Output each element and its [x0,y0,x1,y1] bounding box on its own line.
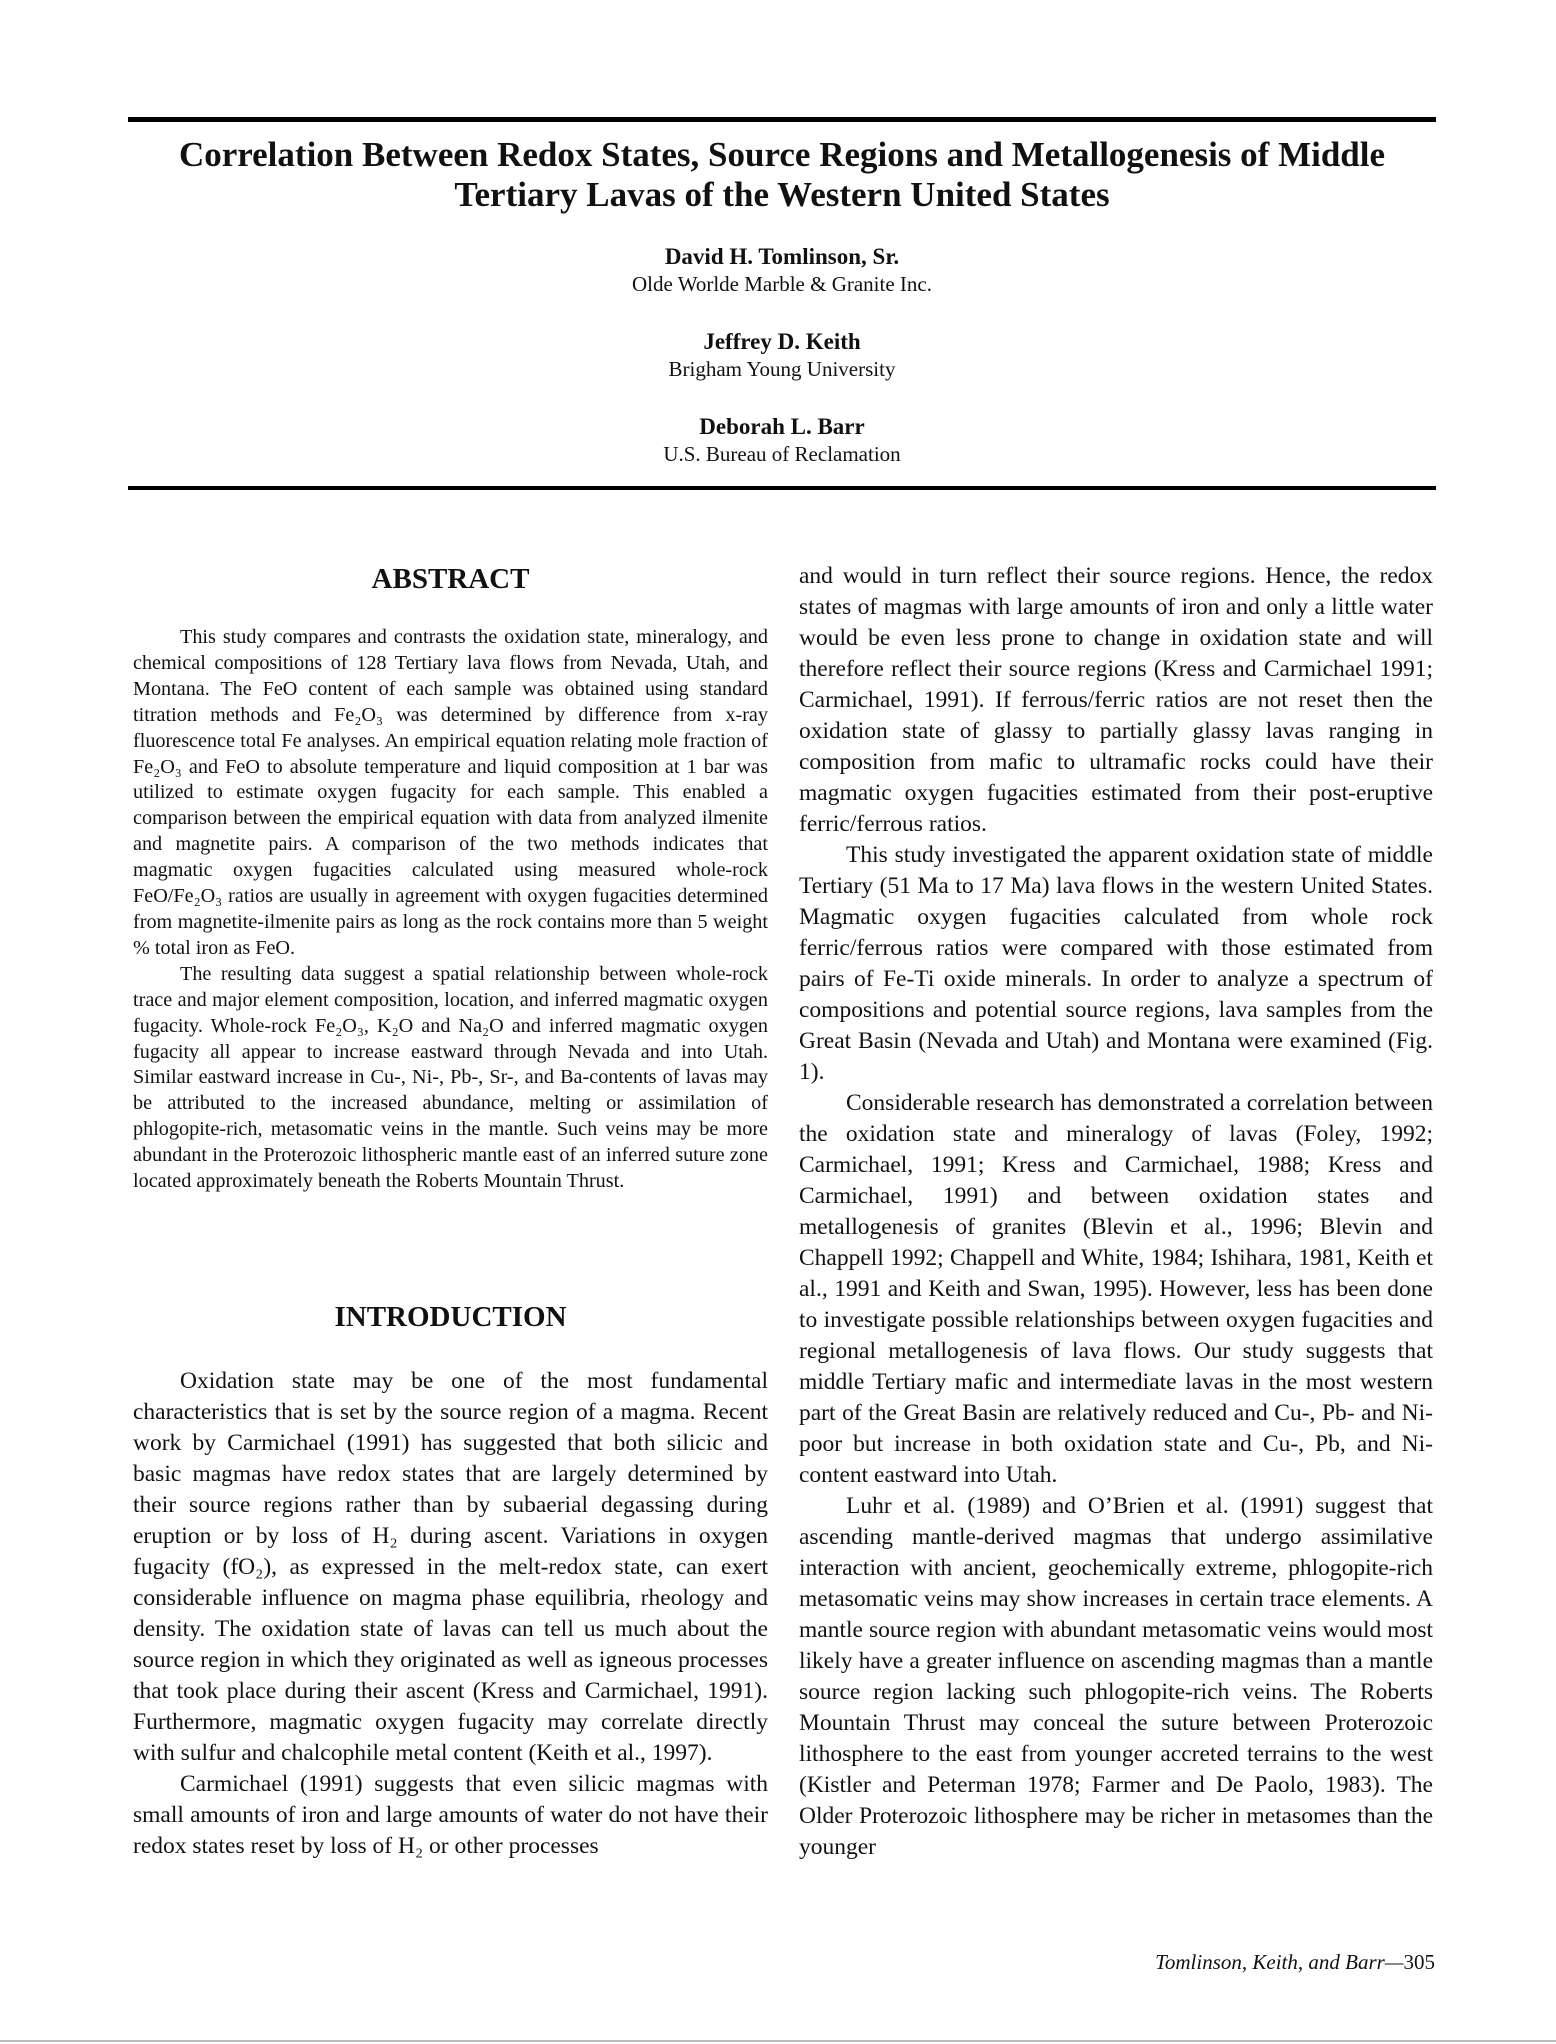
body-paragraph: Oxidation state may be one of the most fundamental characteristics that is set by the source region of a magma. Recent work by Carmichael (1991) has suggested that both silicic and basic magmas have redox states that are largely determined by their source regions rather than by subaerial degassing during eruption or by loss of H₂ during ascent. Variations in oxygen fugacity (fO₂), as expressed in the melt-redox state, can exert considerable influence on magma phase equilibria, rheology and density. The oxidation state of lavas can tell us much about the source region in which they originated as well as igneous processes that took place during their ascent (Kress and Carmichael, 1991). Furthermore, magmatic oxygen fugacity may correlate directly with sulfur and chalcophile metal content (Keith et al., 1997). [133,1368,768,1766]
author-name: Jeffrey D. Keith [703,329,861,354]
author-name: Deborah L. Barr [699,414,865,439]
author-block [128,413,1436,467]
body-paragraph: This study investigated the apparent oxidation state of middle Tertiary (51 Ma to 17 Ma) lava flows in the western United States. Magmatic oxygen fugacities calculated from whole rock ferric/ferrous ratios were compared with those estimated from pairs of Fe-Ti oxide minerals. In order to analyze a spectrum of compositions and potential source regions, lava samples from the Great Basin (Nevada and Utah) and Montana were examined (Fig. 1). [799,842,1433,1085]
page-edge-line [0,2040,1556,2042]
author-name: David H. Tomlinson, Sr. [664,244,900,269]
body-paragraph: Carmichael (1991) suggests that even silicic magmas with small amounts of iron and large amounts of water do not have their redox states reset by loss of H₂ or other processes [133,1771,768,1859]
author-affiliation: U.S. Bureau of Reclamation [663,442,901,466]
author-block [128,328,1436,382]
body-paragraph: Considerable research has demonstrated a correlation between the oxidation state and mineralogy of lavas (Foley, 1992; Carmichael, 1991; Kress and Carmichael, 1988; Kress and Carmichael, 1991) and between oxidation states and metallogenesis of granites (Blevin et al., 1996; Blevin and Chappell 1992; Chappell and White, 1984; Ishihara, 1981, Keith et al., 1991 and Keith and Swan, 1995). However, less has been done to investigate possible relationships between oxygen fugacities and regional metallogenesis of lava flows. Our study suggests that middle Tertiary mafic and intermediate lavas in the most western part of the Great Basin are relatively reduced and Cu-, Pb- and Ni-poor but increase in both oxidation state and Cu-, Pb, and Ni-content eastward into Utah. [799,1090,1433,1488]
page-footer [900,1949,1435,1975]
title-top-rule [128,117,1436,122]
author-block [128,243,1436,297]
title-bottom-rule [128,486,1436,490]
abstract-paragraph: The resulting data suggest a spatial relationship between whole-rock trace and major element composition, location, and inferred magmatic oxygen fugacity. Whole-rock Fe₂O₃, K₂O and Na₂O and inferred magmatic oxygen fugacity all appear to increase eastward through Nevada and into Utah. Similar eastward increase in Cu-, Ni-, Pb-, Sr-, and Ba-contents of lavas may be attributed to the increased abundance, melting or assimilation of phlogopite-rich, metasomatic veins in the mantle. Such veins may be more abundant in the Proterozoic lithospheric mantle east of an inferred suture zone located approximately beneath the Roberts Mountain Thrust. [133,962,768,1193]
author-affiliation: Brigham Young University [668,357,896,381]
author-affiliation: Olde Worlde Marble & Granite Inc. [632,272,932,296]
introduction-heading: INTRODUCTION [334,1301,567,1333]
abstract-heading: ABSTRACT [371,563,530,595]
abstract-body [133,625,768,1195]
introduction-left-column [133,1366,768,1862]
page-number: 305 [1403,1950,1435,1974]
body-paragraph: Luhr et al. (1989) and O’Brien et al. (1991) suggest that ascending mantle-derived magmas that undergo assimilative interaction with ancient, geochemically extreme, phlogopite-rich metasomatic veins may show increases in certain trace elements. A mantle source region with abundant metasomatic veins would most likely have a greater influence on ascending magmas than a mantle source region lacking such phlogopite-rich veins. The Roberts Mountain Thrust may conceal the suture between Proterozoic lithosphere to the east from younger accreted terrains to the west (Kistler and Peterman 1978; Farmer and De Paolo, 1983). The Older Proterozoic lithosphere may be richer in metasomes than the younger [799,1493,1433,1860]
paper-title: Correlation Between Redox States, Source Regions and Metallogenesis of Middle Tertiary Lavas of the Western United States [178,135,1386,214]
body-paragraph: and would in turn reflect their source regions. Hence, the redox states of magmas with large amounts of iron and only a little water would be even less prone to change in oxidation state and will therefore reflect their source regions (Kress and Carmichael 1991; Carmichael, 1991). If ferrous/ferric ratios are not reset then the oxidation state of glassy to partially glassy lavas ranging in composition from mafic to ultramafic rocks could have their magmatic oxygen fugacities estimated from their post-eruptive ferric/ferrous ratios. [799,563,1433,837]
abstract-paragraph: This study compares and contrasts the oxidation state, mineralogy, and chemical compositions of 128 Tertiary lava flows from Nevada, Utah, and Montana. The FeO content of each sample was obtained using standard titration methods and Fe₂O₃ was determined by difference from x-ray fluorescence total Fe analyses. An empirical equation relating mole fraction of Fe₂O₃ and FeO to absolute temperature and liquid composition at 1 bar was utilized to estimate oxygen fugacity for each sample. This enabled a comparison between the empirical equation with data from analyzed ilmenite and magnetite pairs. A comparison of the two methods indicates that magmatic oxygen fugacities calculated using measured whole-rock FeO/Fe₂O₃ ratios are usually in agreement with oxygen fugacities determined from magnetite-ilmenite pairs as long as the rock contains more than 5 weight % total iron as FeO. [133,626,768,959]
introduction-right-column [799,561,1433,1863]
footer-separator: — [1384,1950,1404,1974]
running-authors: Tomlinson, Keith, and Barr [1155,1950,1385,1974]
